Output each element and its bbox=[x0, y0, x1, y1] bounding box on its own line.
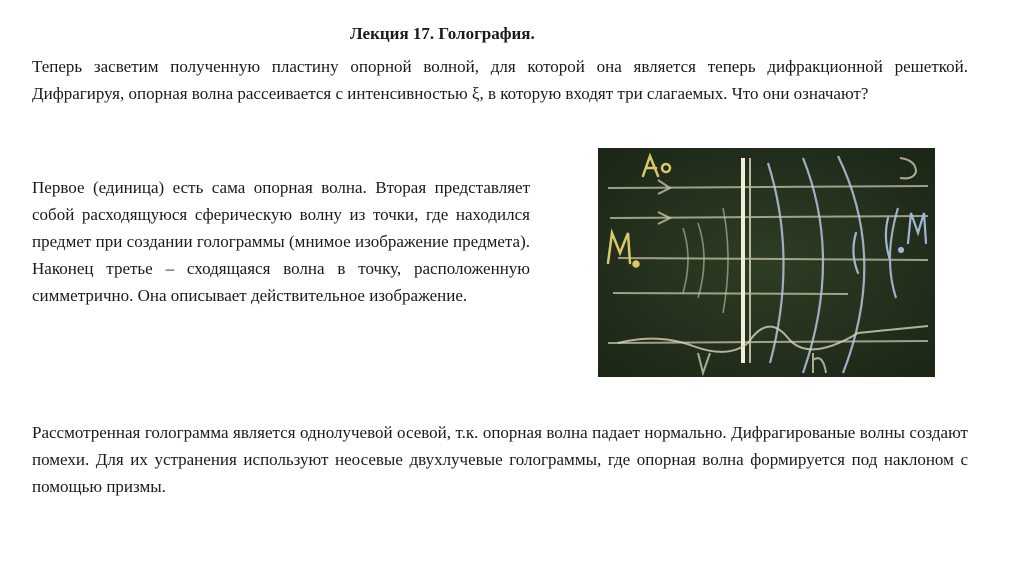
explanation-paragraph: Первое (единица) есть сама опорная волна. Вторая представляет собой расходящуюся сферическую волну из точки, где находился предмет при создании голограммы (мнимое изображение предмета). Наконец третье – сходящаяся волна в точку, расположенную симметрично. Она описывает действительное изображение. bbox=[32, 178, 530, 305]
conclusion-paragraph: Рассмотренная голограмма является однолучевой осевой, т.к. опорная волна падает нормально. Дифрагированые волны создают помехи. Для их устранения используют неосевые двухлучевые голограммы, где опорная волна формируется под наклоном с помощью призмы. bbox=[32, 423, 968, 496]
blackboard-photo bbox=[598, 148, 935, 377]
intro-paragraph: Теперь засветим полученную пластину опорной волной, для которой она является теперь дифракционной решеткой. Дифрагируя, опорная волна рассеивается с интенсивностью ξ, в которую входят три слагаемых. Что они означают? bbox=[32, 57, 968, 103]
blackboard-sketch bbox=[598, 148, 935, 377]
slide-title: Лекция 17. Голография. bbox=[350, 24, 535, 43]
